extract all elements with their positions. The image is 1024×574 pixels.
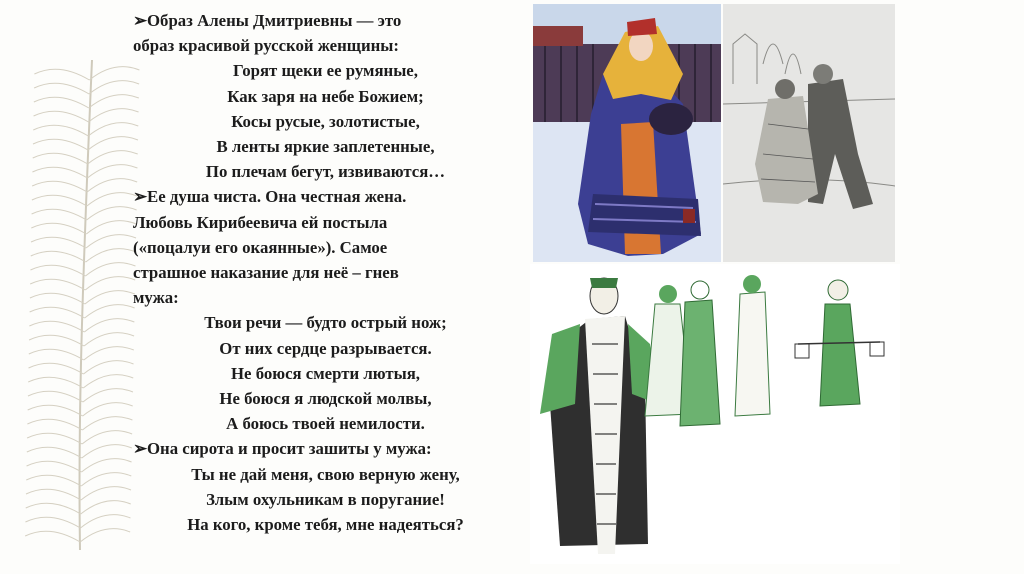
line-text: А боюсь твоей немилости. <box>226 414 425 434</box>
line-text: В ленты яркие заплетенные, <box>216 137 435 157</box>
line-text: Образ Алены Дмитриевны — это <box>147 11 402 30</box>
poem-line <box>133 336 518 361</box>
paragraph-line <box>133 235 528 260</box>
poem-line <box>133 386 518 411</box>
line-text: Не боюся смерти лютыя, <box>231 363 420 383</box>
line-text: Твои речи — будто острый нож; <box>204 313 447 333</box>
line-text: страшное наказание для неё – гнев <box>133 263 399 283</box>
line-text: От них сердце разрывается. <box>219 338 432 358</box>
poem-line <box>133 361 518 386</box>
poem-line <box>133 159 518 184</box>
line-text: Не боюся я людской молвы, <box>219 389 432 409</box>
paragraph-line <box>133 210 528 235</box>
poem-line <box>133 109 518 134</box>
paragraph-line <box>133 33 528 58</box>
bullet-arrow-icon: ➢ <box>133 11 148 30</box>
poem-line <box>133 411 518 436</box>
painting-woman-in-shawl <box>533 4 721 262</box>
line-text: Она сирота и просит зашиты у мужа: <box>147 439 432 459</box>
poem-line <box>133 462 518 487</box>
poem-line <box>133 512 518 537</box>
poem-line <box>133 134 518 159</box>
paragraph-line <box>133 285 528 310</box>
bullet-arrow-icon: ➢ <box>133 187 148 207</box>
line-text: На кого, кроме тебя, мне надеяться? <box>187 515 464 535</box>
paragraph-line <box>133 8 528 33</box>
poem-line <box>133 84 518 109</box>
line-text: Ты не дай меня, свою верную жену, <box>191 464 460 484</box>
feather-decoration <box>20 40 140 560</box>
poem-line <box>133 310 518 335</box>
slide-text <box>133 8 528 537</box>
line-text: Косы русые, золотистые, <box>231 111 420 131</box>
sketch-couple-walking <box>723 4 895 262</box>
paragraph-line <box>133 260 528 285</box>
line-text: Как заря на небе Божием; <box>227 86 424 106</box>
line-text: Злым охульникам в поругание! <box>206 489 445 509</box>
line-text: Ее душа чиста. Она честная жена. <box>147 187 407 207</box>
line-text: По плечам бегут, извиваются… <box>205 162 446 182</box>
line-text: («поцалуи его окаянные»). Самое <box>133 237 388 257</box>
line-text: образ красивой русской женщины: <box>133 36 400 56</box>
line-text: мужа: <box>133 288 179 308</box>
line-text: Любовь Кирибеевича ей постыла <box>133 212 388 232</box>
costumes-illustration <box>530 264 900 564</box>
paragraph-line <box>133 184 528 209</box>
bullet-arrow-icon: ➢ <box>133 439 148 459</box>
paragraph-line <box>133 436 528 461</box>
poem-line <box>133 58 518 83</box>
poem-line <box>133 487 518 512</box>
line-text: Горят щеки ее румяные, <box>233 61 418 81</box>
